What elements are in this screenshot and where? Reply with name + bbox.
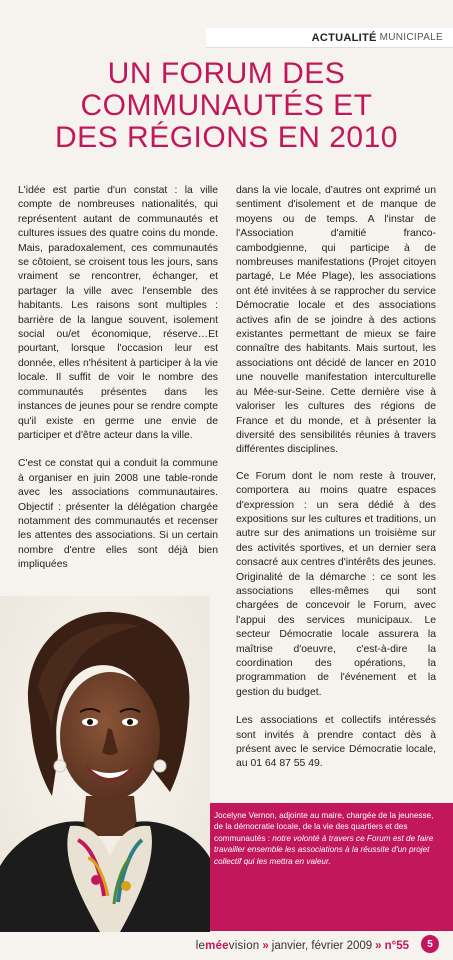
portrait-illustration — [0, 596, 210, 932]
portrait-photo — [0, 596, 210, 932]
section-title: ACTUALITÉ — [311, 31, 377, 44]
paragraph: dans la vie locale, d'autres ont exprimé un sentiment d'isolement et de manque de moyens ou de temps. A l'instar de l'Association d'amitié franco-cambodgienne, qui participe à de nombreuses manifestations (Projet citoyen partagé, Le Mée Plage), les associations ont été invitées à se rapprocher du service Démocratie locale et des associations actives afin de se joindre à des actions existantes permettant de mieux se faire connaître des habitants. Mais surtout, les associations ont décidé de lancer en 2010 une nouvelle manifestation interculturelle au Mée-sur-Seine. Cette dernière vise à valoriser les cultures des régions de France et du monde, et à présenter la diversité des sensibilités réunies à travers différentes disciplines. — [236, 185, 436, 456]
section-subtitle: MUNICIPALE — [379, 32, 443, 43]
headline-line-1: UN FORUM DES — [107, 57, 346, 90]
headline-line-3: DES RÉGIONS EN 2010 — [55, 121, 398, 154]
article-column-right — [236, 184, 436, 786]
paragraph: Les associations et collectifs intéressés sont invités à prendre contact dès à présent avec le service Démocratie locale, au 01 64 87 55 49. — [236, 715, 436, 770]
paragraph: L'idée est partie d'un constat : la ville compte de nombreuses nationalités, qui représentent autant de communautés et cultures issues des quatre coins du monde. Mais, paradoxalement, ces communautés se côtoient, se croisent tous les jours, sans vraiment se rencontrer, échanger, et partager la ville avec l'ensemble des habitants. Les raisons sont multiples : barrière de la langue souvent, isolement social ou/et économique, réserve…Et pourtant, lorsque l'occasion leur est donnée, elles n'hésitent à participer à la vie locale. Il suffit de voir le nombre des communautés présentes dans les instances de jeunes pour se rendre compte qu'il existe en germe une envie de participer et d'être acteur dans la ville. — [18, 185, 218, 441]
brand-mee: mée — [205, 940, 229, 952]
photo-caption — [214, 810, 440, 867]
magazine-brand — [196, 940, 260, 952]
issue-number: n°55 — [384, 940, 409, 952]
article-column-left — [18, 184, 218, 587]
caption-quote: notre volonté à travers ce Forum est de faire travailler ensemble les associations à la réussite d'un projet collectif qui les mettra en valeur. — [214, 833, 434, 866]
paragraph: Ce Forum dont le nom reste à trouver, comportera au moins quatre espaces d'expression : un sera dédié à des expositions sur les cultures et traditions, un autre sur des animations un troisième sur des activités sportives, et un dernier sera consacré aux centres d'intérêts des jeunes. Originalité de la démarche : ce sont les associations elles-mêmes qui sont chargées de concevoir le Forum, avec l'appui des services municipaux. Le secteur Démocratie locale assurera la maîtrise d'oeuvre, c'est-à-dire la coordination des opérations, la programmation de l'événement et la gestion du budget. — [236, 470, 436, 698]
article-headline — [0, 58, 453, 154]
caption-text: Jocelyne Vernon, adjointe au maire, chargée de la jeunesse, de la démocratie locale, de la vie des quartiers et des communautés : — [214, 811, 434, 843]
paragraph: C'est ce constat qui a conduit la commune à organiser en juin 2008 une table-ronde avec les associations communautaires. Objectif : présenter la délégation chargée notamment des communautés et recenser les attentes des associations. Si un certain nombre d'entre elles sont déjà bien impliquées — [18, 458, 218, 571]
page-footer — [0, 932, 453, 960]
brand-vision: vision — [228, 940, 260, 952]
headline-line-2: COMMUNAUTÉS ET — [80, 89, 373, 122]
issue-date: janvier, février 2009 — [271, 940, 373, 952]
footer-arrow: » — [375, 940, 382, 952]
page-number: 5 — [421, 935, 439, 953]
brand-le: le — [195, 940, 206, 952]
section-header — [206, 28, 453, 48]
footer-arrow: » — [262, 940, 269, 952]
